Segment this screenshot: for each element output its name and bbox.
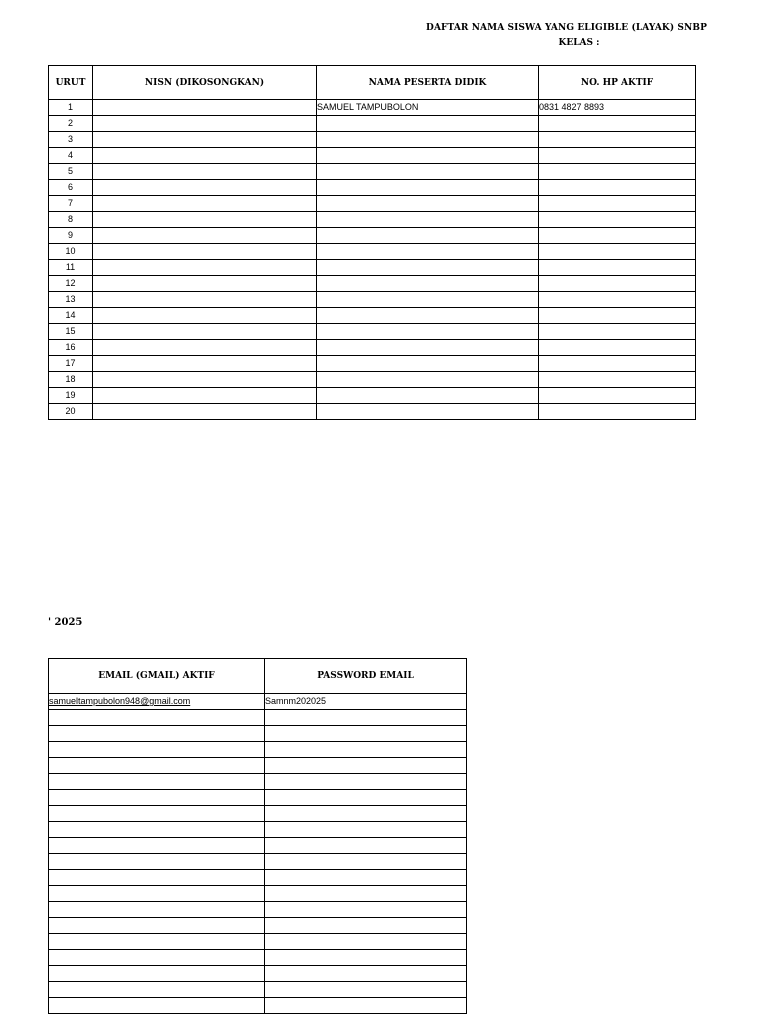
cell-hp <box>539 276 696 292</box>
cell-nisn <box>93 212 317 228</box>
cell-nama <box>317 292 539 308</box>
cell-urut: 5 <box>49 164 93 180</box>
table-row <box>49 870 467 886</box>
cell-hp <box>539 324 696 340</box>
table-row <box>49 180 696 196</box>
table-row <box>49 790 467 806</box>
cell-hp <box>539 228 696 244</box>
cell-hp <box>539 164 696 180</box>
table-row <box>49 260 696 276</box>
table-row <box>49 694 467 710</box>
cell-nisn <box>93 228 317 244</box>
cell-email <box>49 854 265 870</box>
cell-nisn <box>93 356 317 372</box>
cell-hp <box>539 132 696 148</box>
cell-email <box>49 758 265 774</box>
table-row <box>49 308 696 324</box>
cell-nama <box>317 340 539 356</box>
cell-email <box>49 998 265 1014</box>
cell-password <box>265 838 467 854</box>
cell-urut: 19 <box>49 388 93 404</box>
table-row <box>49 244 696 260</box>
cell-hp <box>539 404 696 420</box>
cell-password <box>265 726 467 742</box>
cell-urut: 11 <box>49 260 93 276</box>
cell-hp <box>539 340 696 356</box>
table-row <box>49 806 467 822</box>
cell-nama <box>317 404 539 420</box>
cell-email: samueltampubolon948@gmail.com <box>49 694 265 710</box>
cell-password <box>265 902 467 918</box>
cell-email <box>49 934 265 950</box>
table-row <box>49 918 467 934</box>
cell-hp <box>539 292 696 308</box>
cell-email <box>49 886 265 902</box>
cell-urut: 14 <box>49 308 93 324</box>
cell-hp <box>539 148 696 164</box>
cell-nisn <box>93 244 317 260</box>
table-row <box>49 758 467 774</box>
cell-hp: 0831 4827 8893 <box>539 100 696 116</box>
table-row <box>49 276 696 292</box>
cell-password <box>265 934 467 950</box>
cell-nisn <box>93 100 317 116</box>
table-row <box>49 228 696 244</box>
kelas-label: KELAS : <box>558 38 600 48</box>
cell-password <box>265 758 467 774</box>
cell-password <box>265 982 467 998</box>
students-table <box>48 65 696 420</box>
cell-hp <box>539 212 696 228</box>
cell-password <box>265 950 467 966</box>
col-header-hp: NO. HP AKTIF <box>539 66 696 100</box>
cell-password <box>265 822 467 838</box>
cell-nama <box>317 244 539 260</box>
table-row <box>49 212 696 228</box>
cell-nama <box>317 212 539 228</box>
cell-nisn <box>93 260 317 276</box>
table-row <box>49 902 467 918</box>
col-header-email: EMAIL (GMAIL) AKTIF <box>49 659 265 694</box>
cell-password <box>265 790 467 806</box>
table-row <box>49 100 696 116</box>
cell-urut: 10 <box>49 244 93 260</box>
col-header-nama: NAMA PESERTA DIDIK <box>317 66 539 100</box>
cell-urut: 8 <box>49 212 93 228</box>
cell-nama <box>317 324 539 340</box>
cell-nisn <box>93 132 317 148</box>
cell-hp <box>539 356 696 372</box>
col-header-password: PASSWORD EMAIL <box>265 659 467 694</box>
table-row <box>49 340 696 356</box>
cell-password <box>265 918 467 934</box>
cell-nisn <box>93 292 317 308</box>
cell-nisn <box>93 308 317 324</box>
table-row <box>49 356 696 372</box>
cell-nama <box>317 148 539 164</box>
cell-nama <box>317 116 539 132</box>
cell-urut: 2 <box>49 116 93 132</box>
cell-urut: 17 <box>49 356 93 372</box>
table-row <box>49 838 467 854</box>
cell-nama <box>317 164 539 180</box>
table-row <box>49 982 467 998</box>
table-row <box>49 116 696 132</box>
cell-hp <box>539 308 696 324</box>
cell-nisn <box>93 388 317 404</box>
cell-nama <box>317 372 539 388</box>
cell-nisn <box>93 404 317 420</box>
cell-nama <box>317 356 539 372</box>
cell-hp <box>539 388 696 404</box>
cell-email <box>49 838 265 854</box>
cell-email <box>49 902 265 918</box>
table-row <box>49 950 467 966</box>
cell-email <box>49 790 265 806</box>
cell-hp <box>539 196 696 212</box>
cell-nama <box>317 132 539 148</box>
cell-email <box>49 774 265 790</box>
cell-email <box>49 982 265 998</box>
cell-password <box>265 854 467 870</box>
cell-email <box>49 726 265 742</box>
col-header-urut: URUT <box>49 66 93 100</box>
cell-email <box>49 918 265 934</box>
table-row <box>49 164 696 180</box>
table-row <box>49 966 467 982</box>
table-row <box>49 742 467 758</box>
table-row <box>49 372 696 388</box>
cell-password <box>265 886 467 902</box>
cell-hp <box>539 372 696 388</box>
cell-password <box>265 870 467 886</box>
cell-nama <box>317 196 539 212</box>
table-row <box>49 726 467 742</box>
table-row <box>49 324 696 340</box>
students-table-header <box>49 66 696 100</box>
table-row <box>49 886 467 902</box>
cell-email <box>49 966 265 982</box>
cell-password <box>265 806 467 822</box>
cell-urut: 20 <box>49 404 93 420</box>
table-row <box>49 132 696 148</box>
cell-urut: 16 <box>49 340 93 356</box>
cell-email <box>49 710 265 726</box>
cell-urut: 18 <box>49 372 93 388</box>
cell-nisn <box>93 324 317 340</box>
cell-urut: 15 <box>49 324 93 340</box>
cell-urut: 4 <box>49 148 93 164</box>
cell-password <box>265 710 467 726</box>
cell-urut: 13 <box>49 292 93 308</box>
table-row <box>49 822 467 838</box>
cell-urut: 6 <box>49 180 93 196</box>
table-row <box>49 998 467 1014</box>
cell-nama <box>317 308 539 324</box>
table-row <box>49 774 467 790</box>
table-row <box>49 292 696 308</box>
table-row <box>49 196 696 212</box>
cell-urut: 7 <box>49 196 93 212</box>
cell-hp <box>539 180 696 196</box>
cell-nama <box>317 180 539 196</box>
cell-hp <box>539 116 696 132</box>
cell-email <box>49 806 265 822</box>
cell-nisn <box>93 276 317 292</box>
table-row <box>49 710 467 726</box>
table-row <box>49 934 467 950</box>
table-row <box>49 148 696 164</box>
cell-hp <box>539 260 696 276</box>
table-row <box>49 854 467 870</box>
cell-nisn <box>93 196 317 212</box>
cell-email <box>49 870 265 886</box>
cell-nama <box>317 260 539 276</box>
cell-nisn <box>93 180 317 196</box>
email-table <box>48 658 467 1014</box>
cell-nama <box>317 276 539 292</box>
col-header-nisn: NISN (DIKOSONGKAN) <box>93 66 317 100</box>
cell-urut: 9 <box>49 228 93 244</box>
year-label: ' 2025 <box>48 617 83 628</box>
cell-nisn <box>93 164 317 180</box>
email-table-header <box>49 659 467 694</box>
cell-password <box>265 998 467 1014</box>
cell-nisn <box>93 148 317 164</box>
cell-hp <box>539 244 696 260</box>
cell-nama <box>317 228 539 244</box>
cell-nisn <box>93 340 317 356</box>
table-row <box>49 404 696 420</box>
cell-nama <box>317 388 539 404</box>
cell-password <box>265 774 467 790</box>
cell-password <box>265 966 467 982</box>
cell-email <box>49 742 265 758</box>
cell-nisn <box>93 116 317 132</box>
cell-email <box>49 822 265 838</box>
cell-password <box>265 742 467 758</box>
cell-urut: 12 <box>49 276 93 292</box>
cell-urut: 3 <box>49 132 93 148</box>
cell-nisn <box>93 372 317 388</box>
cell-nama: SAMUEL TAMPUBOLON <box>317 100 539 116</box>
document-title: DAFTAR NAMA SISWA YANG ELIGIBLE (LAYAK) SNBP <box>426 23 707 33</box>
table-row <box>49 388 696 404</box>
cell-email <box>49 950 265 966</box>
cell-password: Samnm202025 <box>265 694 467 710</box>
cell-urut: 1 <box>49 100 93 116</box>
